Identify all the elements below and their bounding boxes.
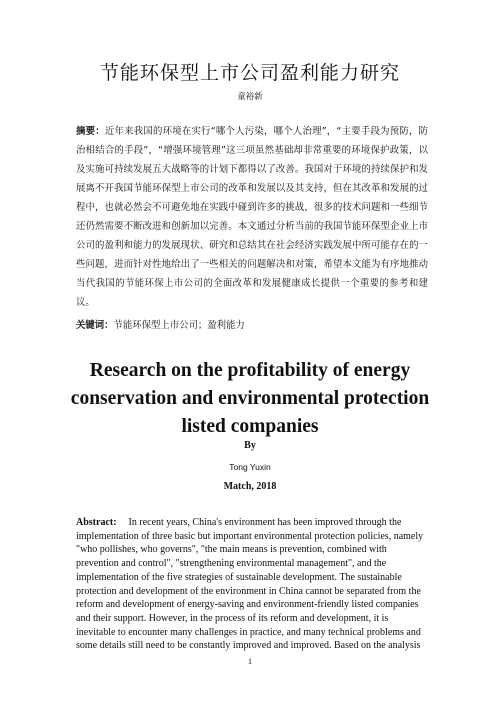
chinese-keywords	[76, 316, 428, 335]
chinese-abstract-label: 摘要：	[76, 126, 105, 137]
chinese-title: 节能环保型上市公司盈利能力研究	[99, 62, 400, 84]
chinese-abstract-text: 近年来我国的环境在实行“哪个人污染，哪个人治理”，“主要手段为预防，防治相结合的手段”，“增强环境管理”这三项虽然基础却非常重要的环境保护政策，以及实施可持续发展五大战略等的计划下都得以了改善。我国对于环境的持续保护和发展离不开我国节能环保型上市公司的改革和发展以及其支持，但在其改革和发展的过程中，也就必然会不可避免地在实践中碰到许多的挑战，很多的技术问题和一些细节还仍然需要不断改进和创新加以完善。本文通过分析当前的我国节能环保型企业上市公司的盈利和能力的发展现状、研究和总结其在社会经济实践发展中所可能存在的一些问题，进而针对性地给出了一些相关的问题解决和对策，希望本文能为有序地推动当代我国的节能环保上市公司的全面改革和发展健康成长提供一个重要的参考和建议。	[76, 126, 428, 308]
english-abstract	[76, 516, 428, 653]
english-abstract-text: In recent years, China's environment has been improved through the implementation of three basic but important environmental protection policies, namely "who pollishes, who governs", "the main means is prevention, combined with prevention and control", "strengthening environmental management", and the implementation of the five strategies of sustainable development. The sustainable protection and development of the environment in China cannot be separated from the reform and development of energy-saving and environment-friendly listed companies and their support. However, in the process of its reform and development, it is inevitable to encounter many challenges in practice, and many technical problems and some details still need to be constantly improved and improved. Based on the analysis	[76, 517, 424, 652]
page-number: 1	[248, 657, 252, 666]
english-by: By	[244, 440, 256, 451]
english-title: Research on the profitability of energy conservation and environmental protection listed companies	[70, 360, 430, 437]
chinese-keywords-text: 节能环保型上市公司；盈利能力	[113, 320, 245, 331]
chinese-keywords-label: 关键词：	[76, 320, 114, 331]
chinese-author: 童裕新	[237, 92, 263, 102]
english-author: Tong Yuxin	[229, 462, 271, 472]
english-abstract-label: Abstract:	[76, 517, 117, 528]
english-date: Match, 2018	[223, 481, 277, 492]
chinese-abstract	[76, 122, 428, 312]
